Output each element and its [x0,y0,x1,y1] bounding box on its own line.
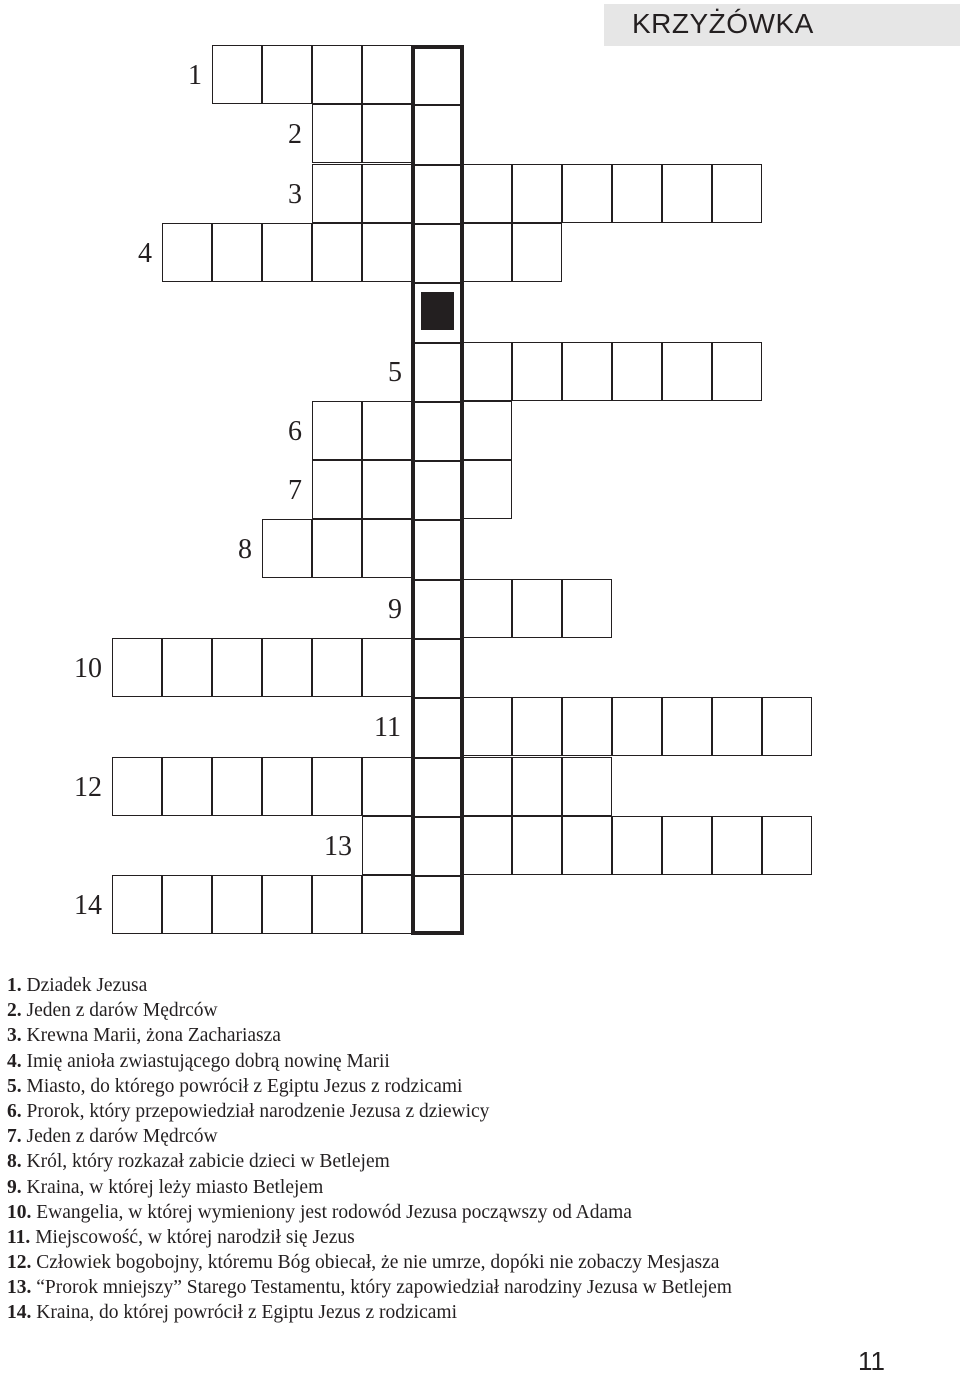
row-number: 8 [238,534,252,566]
crossword-cell[interactable] [162,223,212,282]
crossword-cell[interactable] [562,697,612,756]
crossword-cell[interactable] [312,519,362,578]
row-number: 3 [288,178,302,210]
crossword-cell[interactable] [312,401,362,460]
crossword-cell[interactable] [362,401,412,460]
clue-item: 9. Kraina, w której leży miasto Betlejem [7,1176,324,1198]
crossword-cell[interactable] [712,342,762,401]
crossword-cell[interactable] [362,164,412,223]
page-title: KRZYŻÓWKA [632,8,814,39]
crossword-cell[interactable] [262,223,312,282]
crossword-cell[interactable] [512,223,562,282]
crossword-cell[interactable] [312,757,362,816]
page-number: 11 [858,1346,885,1376]
crossword-cell[interactable] [312,164,362,223]
row-number: 2 [288,119,302,151]
crossword-cell[interactable] [462,697,512,756]
clue-item: 10. Ewangelia, w której wymieniony jest rodowód Jezusa począwszy od Adama [7,1201,632,1223]
crossword-cell[interactable] [312,875,362,934]
crossword-cell[interactable] [462,401,512,460]
crossword-cell[interactable] [462,816,512,875]
crossword-cell[interactable] [312,45,362,104]
crossword-cell[interactable] [212,223,262,282]
row-number: 7 [288,475,302,507]
crossword-cell[interactable] [162,875,212,934]
row-number: 4 [138,237,152,269]
crossword-cell[interactable] [262,638,312,697]
crossword-cell[interactable] [362,757,412,816]
crossword-cell[interactable] [362,223,412,282]
crossword-cell[interactable] [662,697,712,756]
crossword-cell[interactable] [562,757,612,816]
row-number: 1 [188,60,202,91]
crossword-cell[interactable] [362,104,412,163]
clue-item: 7. Jeden z darów Mędrców [7,1126,218,1148]
row-number: 12 [74,771,102,803]
row-number: 13 [324,830,352,862]
clue-item: 14. Kraina, do której powrócił z Egiptu Jezus z rodzicami [7,1302,457,1324]
crossword-cell[interactable] [362,460,412,519]
crossword-cell[interactable] [462,164,512,223]
crossword-cell[interactable] [362,45,412,104]
crossword-cell[interactable] [512,579,562,638]
crossword-cell[interactable] [212,638,262,697]
crossword-cell[interactable] [662,164,712,223]
clue-item: 6. Prorok, który przepowiedział narodzenie Jezusa z dziewicy [7,1100,490,1122]
crossword-cell[interactable] [112,638,162,697]
clue-item: 13. “Prorok mniejszy” Starego Testamentu, który zapowiedział narodziny Jezusa w Betlejem [7,1277,732,1299]
crossword-cell[interactable] [462,223,512,282]
crossword-cell[interactable] [562,164,612,223]
crossword-cell[interactable] [612,342,662,401]
crossword-cell[interactable] [462,460,512,519]
clue-item: 4. Imię anioła zwiastującego dobrą nowinę Marii [7,1050,390,1072]
crossword-cell[interactable] [662,342,712,401]
crossword-cell[interactable] [262,45,312,104]
clue-item: 3. Krewna Marii, żona Zachariasza [7,1025,281,1047]
crossword-cell[interactable] [512,342,562,401]
row-number: 6 [288,415,302,447]
crossword-cell[interactable] [462,342,512,401]
clue-item: 11. Miejscowość, w której narodził się Jezus [7,1226,355,1248]
crossword-cell[interactable] [612,697,662,756]
crossword-cell[interactable] [312,638,362,697]
crossword-cell[interactable] [512,757,562,816]
crossword-cell[interactable] [362,875,412,934]
crossword-cell[interactable] [462,757,512,816]
crossword-cell[interactable] [312,104,362,163]
crossword-cell[interactable] [762,697,812,756]
crossword-cell[interactable] [562,579,612,638]
password-column[interactable] [411,45,464,935]
crossword-cell[interactable] [512,816,562,875]
crossword-cell[interactable] [112,757,162,816]
crossword-cell[interactable] [262,519,312,578]
row-number: 11 [374,712,401,744]
crossword-cell[interactable] [262,875,312,934]
clue-item: 12. Człowiek bogobojny, któremu Bóg obiecał, że nie umrze, dopóki nie zobaczy Mesjasza [7,1252,720,1274]
crossword-cell[interactable] [362,519,412,578]
crossword-cell[interactable] [162,757,212,816]
crossword-cell[interactable] [612,164,662,223]
row-number: 5 [388,356,402,388]
crossword-cell[interactable] [212,757,262,816]
crossword-cell[interactable] [312,223,362,282]
crossword-cell[interactable] [562,342,612,401]
crossword-cell[interactable] [512,164,562,223]
clue-item: 8. Król, który rozkazał zabicie dzieci w Betlejem [7,1151,390,1173]
crossword-cell[interactable] [712,697,762,756]
crossword-cell[interactable] [362,638,412,697]
crossword-cell[interactable] [712,164,762,223]
crossword-cell[interactable] [262,757,312,816]
clue-item: 1. Dziadek Jezusa [7,975,148,996]
clue-list [7,973,947,1326]
crossword-cell[interactable] [462,579,512,638]
crossword-cell[interactable] [612,816,662,875]
crossword-cell[interactable] [762,816,812,875]
row-number: 14 [74,890,102,922]
crossword-cell[interactable] [212,875,262,934]
crossword-cell[interactable] [312,460,362,519]
crossword-cell[interactable] [212,45,262,104]
crossword-cell[interactable] [112,875,162,934]
crossword-cell[interactable] [712,816,762,875]
crossword-cell[interactable] [562,816,612,875]
clue-item: 5. Miasto, do którego powrócił z Egiptu Jezus z rodzicami [7,1075,463,1097]
row-number: 10 [74,653,102,684]
crossword-cell[interactable] [662,816,712,875]
row-number: 9 [388,593,402,625]
crossword-cell[interactable] [362,816,412,875]
crossword-cell[interactable] [512,697,562,756]
clue-item: 2. Jeden z darów Mędrców [7,1000,218,1022]
crossword-cell[interactable] [162,638,212,697]
